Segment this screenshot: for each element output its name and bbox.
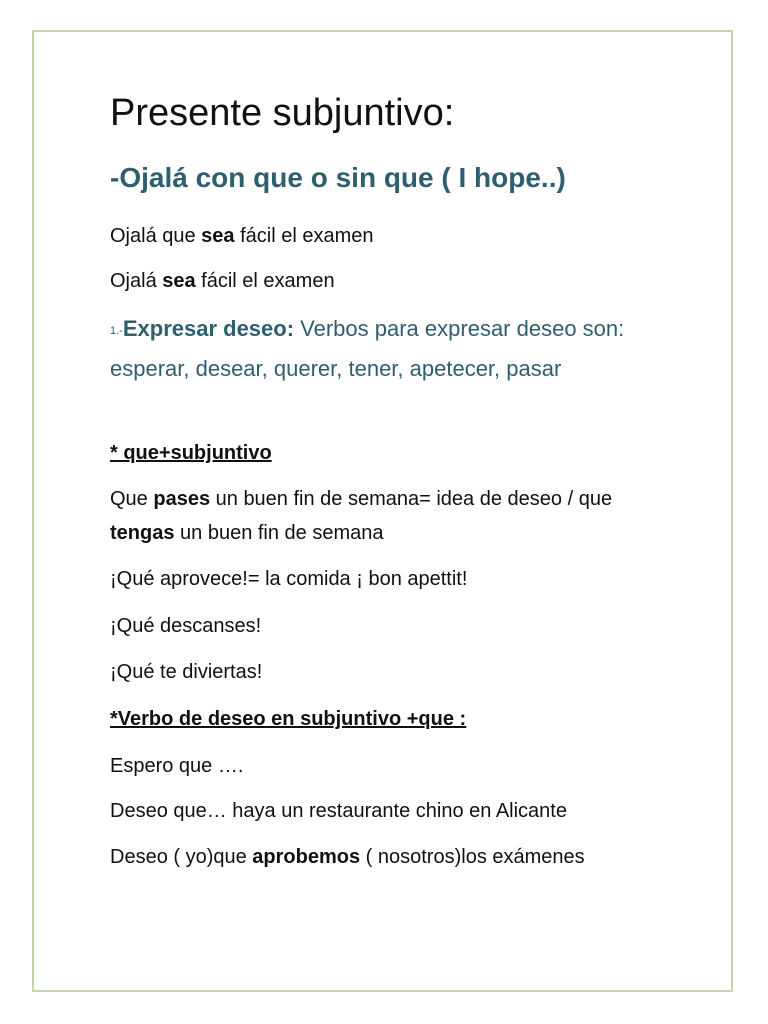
example-deseo-restaurante: Deseo que… haya un restaurante chino en Alicante [110,800,567,822]
bold-verb: pases [153,488,211,510]
example-espero: Espero que …. [110,755,244,777]
list-number: 1.- [110,325,123,337]
bold-verb: sea [201,225,235,247]
text-run: Que [110,488,154,510]
example-pases [110,482,670,550]
section-label: Expresar deseo: [122,316,295,341]
bold-verb: sea [162,270,196,292]
section-expresar-deseo [110,310,670,388]
example-diviertas: ¡Qué te diviertas! [110,661,263,683]
bold-verb: aprobemos [252,846,361,868]
rule-que-subjuntivo: * que+subjuntivo [110,442,272,464]
example-descanses: ¡Qué descanses! [110,615,262,637]
example-aprovece: ¡Qué aprovece!= la comida ¡ bon apettit! [110,568,468,590]
text-run: Ojalá [110,270,163,292]
section-text: Verbos para expresar deseo son: esperar, desear, querer, tener, apetecer, pasar [110,316,625,381]
text-run: un buen fin de semana [174,522,384,544]
text-run: fácil el examen [234,225,374,247]
example-ojala-que [110,219,374,253]
text-run: Deseo ( yo)que [110,846,253,868]
text-run: fácil el examen [195,270,335,292]
page-title: Presente subjuntivo: [110,92,455,134]
example-ojala [110,264,335,298]
text-run: ( nosotros)los exámenes [360,846,585,868]
bold-verb: tengas [110,522,175,544]
text-run: un buen fin de semana= idea de deseo / que [210,488,613,510]
section-heading-ojala: -Ojalá con que o sin que ( I hope..) [110,162,566,193]
rule-verbo-deseo: *Verbo de deseo en subjuntivo +que : [110,708,467,730]
example-aprobemos [110,840,670,874]
text-run: Ojalá que [110,225,202,247]
